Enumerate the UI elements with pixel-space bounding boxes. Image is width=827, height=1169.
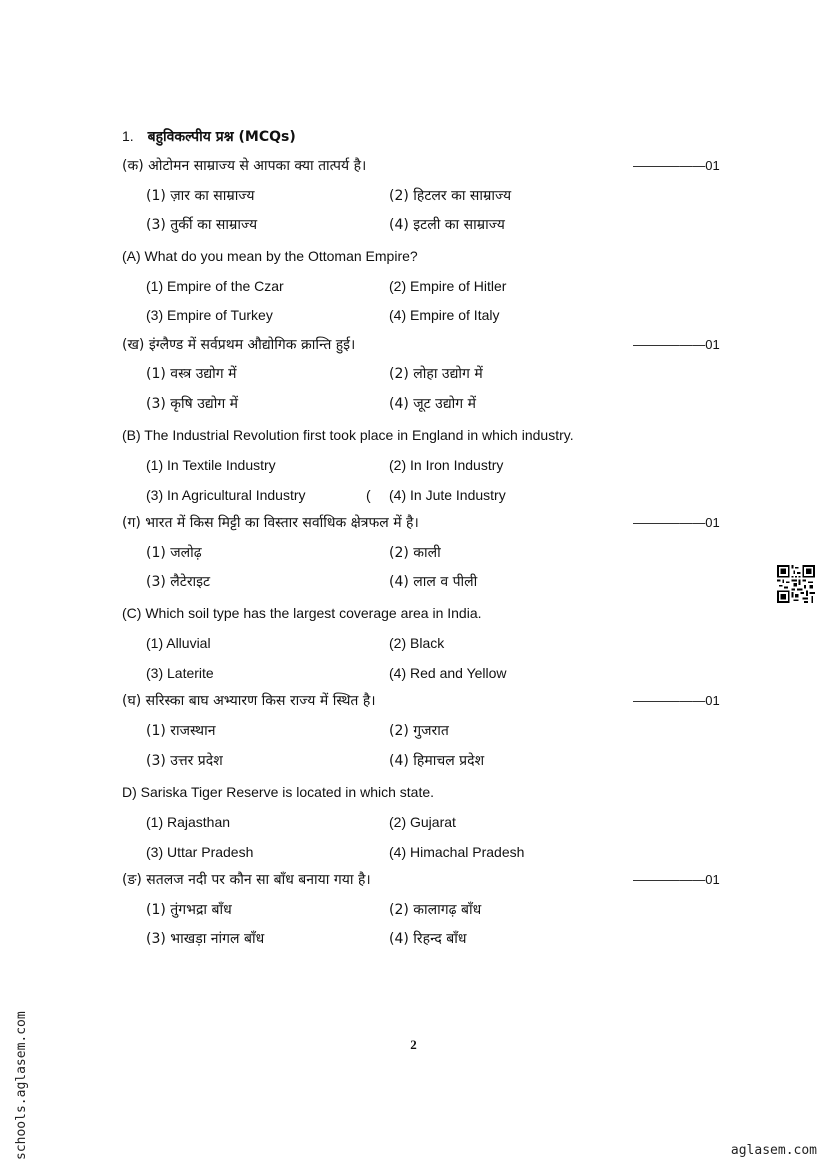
question-hindi: (ङ) सतलज नदी पर कौन सा बाँध बनाया गया है। xyxy=(122,872,371,888)
marks-label: ———–——01 xyxy=(633,515,720,530)
option-english: (1) Alluvial xyxy=(146,635,211,651)
option-english: (3) In Agricultural Industry xyxy=(146,487,306,503)
option-hindi: (1) राजस्थान xyxy=(146,723,216,739)
marks-label: ———–——01 xyxy=(633,693,720,708)
option-hindi: (4) जूट उद्योग में xyxy=(389,396,476,412)
option-english: (1) Rajasthan xyxy=(146,814,231,830)
page-number: 2 xyxy=(410,1037,417,1052)
option-hindi: (3) उत्तर प्रदेश xyxy=(146,753,223,769)
question-english: (B) The Industrial Revolution first took place in England in which industry. xyxy=(122,427,574,443)
option-hindi: (2) गुजरात xyxy=(389,723,449,739)
option-hindi: (1) तुंगभद्रा बाँध xyxy=(146,902,232,918)
option-hindi: (4) रिहन्द बाँध xyxy=(389,931,467,947)
option-hindi: (2) कालागढ़ बाँध xyxy=(389,902,482,918)
option-hindi: (4) हिमाचल प्रदेश xyxy=(389,753,485,769)
option-english: (2) In Iron Industry xyxy=(389,457,504,473)
footer-url: aglasem.com xyxy=(730,1143,817,1158)
option-english: (4) Red and Yellow xyxy=(389,665,507,681)
option-english: (3) Empire of Turkey xyxy=(146,307,273,323)
marks-label: ———–——01 xyxy=(633,337,720,352)
option-english: (3) Laterite xyxy=(146,665,214,681)
section-title: बहुविकल्पीय प्रश्न (MCQs) xyxy=(147,129,296,145)
option-hindi: (1) ज़ार का साम्राज्य xyxy=(146,188,255,204)
option-english: (2) Black xyxy=(389,635,445,651)
side-watermark-url: schools.aglasem.com xyxy=(14,1011,29,1160)
question-english: D) Sariska Tiger Reserve is located in which state. xyxy=(122,784,435,800)
option-hindi: (4) लाल व पीली xyxy=(389,574,478,590)
question-english: (C) Which soil type has the largest coverage area in India. xyxy=(122,605,482,621)
question-hindi: (ग) भारत में किस मिट्टी का विस्तार सर्वाधिक क्षेत्रफल में है। xyxy=(122,515,419,531)
option-english: (2) Gujarat xyxy=(389,814,456,830)
section-number: 1. xyxy=(122,128,134,144)
option-hindi: (3) लैटेराइट xyxy=(146,574,211,590)
question-hindi: (क) ओटोमन साम्राज्य से आपका क्या तात्पर्य है। xyxy=(122,158,367,174)
option-english: (4) Himachal Pradesh xyxy=(389,844,525,860)
marks-label: ———–——01 xyxy=(633,158,720,173)
marks-label: ———–——01 xyxy=(633,872,720,887)
option-english: (3) Uttar Pradesh xyxy=(146,844,254,860)
option-english: (2) Empire of Hitler xyxy=(389,278,507,294)
option-english: (1) Empire of the Czar xyxy=(146,278,284,294)
option-hindi: (1) जलोढ़ xyxy=(146,545,202,561)
option-hindi: (2) हिटलर का साम्राज्य xyxy=(389,188,512,204)
option-hindi: (1) वस्त्र उद्योग में xyxy=(146,366,237,382)
section-heading xyxy=(122,127,296,146)
qr-code-icon xyxy=(777,565,815,603)
option-english: (1) In Textile Industry xyxy=(146,457,276,473)
question-hindi: (घ) सरिस्का बाघ अभ्यारण किस राज्य में स्थित है। xyxy=(122,693,376,709)
question-hindi: (ख) इंग्लैण्ड में सर्वप्रथम औद्योगिक क्रान्ति हुई। xyxy=(122,337,356,353)
option-hindi: (2) लोहा उद्योग में xyxy=(389,366,483,382)
option-english: (4) In Jute Industry xyxy=(389,487,506,503)
option-hindi: (3) भाखड़ा नांगल बाँध xyxy=(146,931,265,947)
question-english: (A) What do you mean by the Ottoman Empire? xyxy=(122,248,418,264)
option-hindi: (3) तुर्की का साम्राज्य xyxy=(146,217,258,233)
option-english: (4) Empire of Italy xyxy=(389,307,500,323)
option-hindi: (4) इटली का साम्राज्य xyxy=(389,217,505,233)
option-hindi: (2) काली xyxy=(389,545,441,561)
stray-parenthesis: ( xyxy=(366,487,371,503)
option-hindi: (3) कृषि उद्योग में xyxy=(146,396,239,412)
